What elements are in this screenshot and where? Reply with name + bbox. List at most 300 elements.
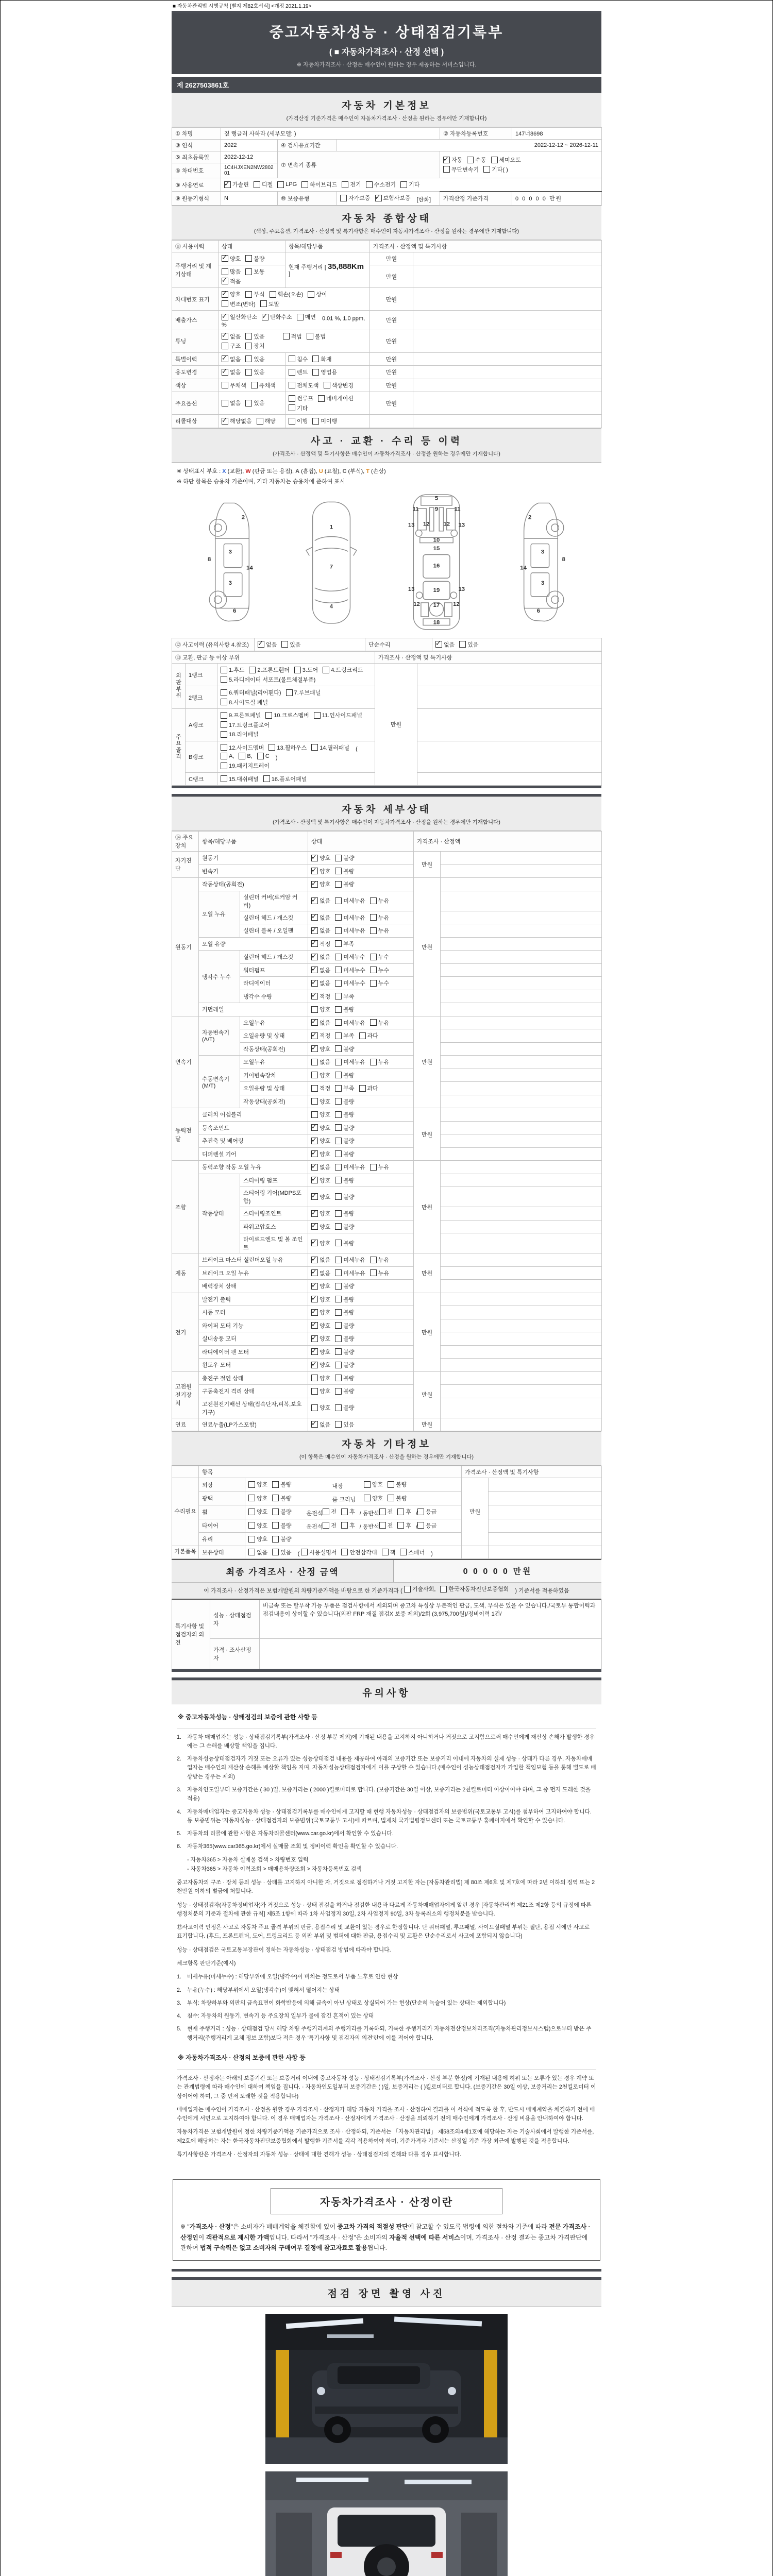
checkbox-적정[interactable]: [311, 992, 330, 1001]
checkbox-label: 적법: [291, 333, 302, 340]
checkbox-이행[interactable]: [289, 417, 308, 425]
checkbox-누유[interactable]: [370, 1269, 389, 1277]
checkbox-후[interactable]: [341, 1521, 355, 1530]
checkbox-box-icon: [222, 291, 228, 298]
state-cell: [308, 951, 414, 964]
checkbox-탄화수소[interactable]: [262, 313, 292, 321]
checkbox-불량[interactable]: [335, 1176, 354, 1184]
checkbox-B,[interactable]: [239, 753, 252, 759]
checkbox-3.도어[interactable]: [294, 666, 318, 674]
checkbox-미세누유[interactable]: [335, 896, 365, 905]
checkbox-group: [311, 1195, 359, 1201]
checkbox-자동[interactable]: [443, 156, 462, 164]
checkbox-양호[interactable]: [248, 1521, 267, 1530]
checkbox-보험사보증[interactable]: [375, 194, 411, 202]
checkbox-LPG[interactable]: [277, 181, 297, 188]
checkbox-부족[interactable]: [335, 1084, 354, 1092]
checkbox-미세누유[interactable]: [335, 913, 365, 922]
checkbox-불량[interactable]: [272, 1521, 291, 1530]
checkbox-불량[interactable]: [335, 1223, 354, 1231]
checkbox-있음[interactable]: [281, 640, 300, 649]
checkbox-있음[interactable]: [459, 640, 478, 649]
checkbox-없음[interactable]: [311, 953, 330, 961]
checkbox-안전삼각대[interactable]: [341, 1548, 377, 1556]
checkbox-누수[interactable]: [370, 979, 389, 987]
checkbox-훼손(오손)[interactable]: [270, 290, 304, 298]
checkbox-group: [311, 1324, 359, 1330]
checkbox-불량[interactable]: [335, 1361, 354, 1369]
checkbox-미세누유[interactable]: [335, 1256, 365, 1264]
checkbox-label: 도말: [268, 301, 280, 308]
checkbox-네비게이션[interactable]: [318, 394, 354, 402]
checkbox-응급[interactable]: [417, 1521, 436, 1530]
checkbox-불량[interactable]: [335, 1071, 354, 1079]
checkbox-12.사이드멤버[interactable]: [221, 743, 264, 752]
checkbox-불량[interactable]: [335, 1295, 354, 1303]
checkbox-없음[interactable]: [435, 640, 455, 649]
checkbox-box-icon: [294, 667, 301, 673]
checkbox-group: [311, 870, 359, 876]
checkbox-미세누유[interactable]: [335, 1019, 365, 1027]
checkbox-양호[interactable]: [364, 1480, 383, 1488]
checkbox-label: 기술사회,: [412, 1586, 436, 1592]
checkbox-양호[interactable]: [364, 1494, 383, 1502]
notice-item: [177, 1808, 596, 1826]
state-cell: [308, 1385, 414, 1398]
checkbox-양호[interactable]: [311, 1239, 330, 1247]
checkbox-양호[interactable]: [248, 1494, 267, 1502]
checkbox-불량[interactable]: [335, 1348, 354, 1356]
field-label: ⑨ 원동기형식: [172, 192, 221, 206]
checkbox-group: [221, 777, 311, 784]
checkbox-4.트렁크리드[interactable]: [323, 666, 363, 674]
checkbox-구조[interactable]: [222, 342, 241, 350]
checkbox-C[interactable]: [257, 753, 270, 759]
checkbox-group: [311, 1166, 394, 1172]
checkbox-group: [311, 1074, 359, 1080]
checkbox-14.필러패널[interactable]: [311, 743, 349, 752]
checkbox-불량[interactable]: [388, 1494, 407, 1502]
comprehensive-state-table: [172, 240, 602, 428]
checkbox-label: 양호: [320, 1046, 331, 1053]
checkbox-기술사회,[interactable]: [404, 1585, 436, 1593]
item-label: 작동상태(공회전): [199, 878, 308, 891]
checkbox-미세누유[interactable]: [335, 1163, 365, 1171]
checkbox-불량[interactable]: [335, 1193, 354, 1201]
vin-value: 1C4HJXEN2NW280201: [221, 163, 278, 178]
checkbox-불량[interactable]: [335, 1110, 354, 1118]
checkbox-없음[interactable]: [258, 640, 277, 649]
checkbox-group: [222, 384, 280, 390]
checkbox-불량[interactable]: [335, 1387, 354, 1395]
checkbox-box-icon: [222, 300, 228, 307]
checkbox-일산화탄소[interactable]: [222, 313, 257, 321]
checkbox-장치[interactable]: [245, 342, 264, 350]
checkbox-수동[interactable]: [467, 156, 486, 164]
checkbox-box-icon: [335, 1111, 342, 1118]
fuel-type-cell: [221, 178, 602, 192]
checkbox-없음[interactable]: [311, 1058, 330, 1066]
checkbox-불량[interactable]: [335, 854, 354, 862]
checkbox-불량[interactable]: [335, 1124, 354, 1132]
checkbox-19.패키지트레이[interactable]: [221, 761, 270, 770]
checkbox-누유[interactable]: [370, 1256, 389, 1264]
checkbox-label: 9.프론트패널: [229, 713, 261, 719]
checkbox-label: 14.필러패널: [320, 744, 350, 751]
checkbox-누수[interactable]: [370, 966, 389, 974]
checkbox-17.트렁크플로어[interactable]: [221, 721, 270, 729]
checkbox-적정[interactable]: [311, 940, 330, 948]
checkbox-많음[interactable]: [222, 267, 241, 276]
checkbox-양호[interactable]: [248, 1507, 267, 1516]
checkbox-없음[interactable]: [222, 332, 241, 341]
checkbox-불량[interactable]: [335, 1334, 354, 1343]
checkbox-양호[interactable]: [311, 1387, 330, 1395]
checkbox-미세누유[interactable]: [335, 926, 365, 935]
checkbox-적법[interactable]: [283, 332, 302, 341]
checkbox-양호[interactable]: [311, 1348, 330, 1356]
checkbox-없음[interactable]: [311, 913, 330, 922]
checkbox-부족[interactable]: [335, 992, 354, 1001]
checkbox-없음[interactable]: [222, 368, 241, 376]
checkbox-한국자동차진단보증협회[interactable]: [440, 1585, 509, 1593]
checkbox-침수[interactable]: [289, 355, 308, 363]
checkbox-응급[interactable]: [417, 1507, 436, 1516]
checkbox-label: 침수: [297, 356, 308, 363]
checkbox-후[interactable]: [397, 1521, 411, 1530]
checkbox-불량[interactable]: [272, 1507, 291, 1516]
checkbox-10.크로스멤버[interactable]: [265, 711, 309, 719]
field-label: ⑩ 보증유형: [278, 192, 337, 206]
checkbox-없음[interactable]: [311, 896, 330, 905]
checkbox-없음[interactable]: [311, 979, 330, 987]
checkbox-불량[interactable]: [335, 1150, 354, 1158]
checkbox-양호[interactable]: [248, 1535, 267, 1543]
about-text-part: 객관적으로 제시한 가액: [206, 2233, 270, 2241]
checkbox-불량[interactable]: [335, 1045, 354, 1053]
checkbox-불량[interactable]: [335, 1209, 354, 1217]
other-content-cell: [245, 1533, 462, 1546]
state-cell: [308, 1371, 414, 1385]
checkbox-미세누유[interactable]: [335, 1269, 365, 1277]
checkbox-화재[interactable]: [312, 355, 331, 363]
item-label: 작동상태(공회전): [240, 1042, 308, 1056]
remark-cell: [441, 1056, 602, 1069]
checkbox-전[interactable]: [323, 1507, 337, 1516]
checkbox-양호[interactable]: [311, 880, 330, 888]
checkbox-box-icon: [311, 1257, 318, 1263]
checkbox-렌트[interactable]: [289, 368, 308, 376]
checkbox-적정[interactable]: [311, 1031, 330, 1040]
checkbox-box-icon: [440, 1586, 447, 1592]
checkbox-양호[interactable]: [311, 854, 330, 862]
notice-body: [172, 1704, 601, 2172]
checkbox-적음[interactable]: [222, 277, 241, 285]
rank-item-line: [221, 730, 372, 739]
checkbox-9.프론트패널[interactable]: [221, 711, 261, 719]
checkbox-변조(변타)[interactable]: [222, 300, 256, 308]
state-cell: [308, 1029, 414, 1043]
item-label: 실내송풍 모터: [199, 1332, 308, 1346]
checkbox-box-icon: [375, 195, 382, 201]
checkbox-무단변속기[interactable]: [443, 165, 479, 174]
checkbox-box-icon: [370, 1269, 377, 1276]
car-damage-diagrams: [172, 489, 601, 638]
checkbox-가솔린[interactable]: [224, 180, 249, 189]
checkbox-양호[interactable]: [311, 1176, 330, 1184]
checkbox-양호[interactable]: [311, 1321, 330, 1330]
state-cell: [219, 379, 285, 392]
checkbox-불량[interactable]: [272, 1535, 291, 1543]
checkbox-1.후드[interactable]: [221, 666, 244, 674]
checkbox-label: 이행: [297, 418, 308, 425]
checkbox-과다[interactable]: [359, 1031, 378, 1040]
checkbox-label: 적정: [320, 1033, 331, 1039]
checkbox-양호[interactable]: [311, 1403, 330, 1412]
checkbox-box-icon: [311, 1045, 318, 1052]
checkbox-미이행[interactable]: [312, 417, 337, 425]
car-name-value: 짚 랭글러 사하라 (세부모델: ): [221, 128, 440, 140]
checkbox-label: 응급: [426, 1509, 437, 1515]
checkbox-box-icon: [443, 157, 450, 163]
checkbox-양호[interactable]: [311, 1361, 330, 1369]
diagram-part-number-14: 14: [246, 565, 253, 571]
checkbox-부족[interactable]: [335, 940, 354, 948]
checkbox-미세누유[interactable]: [335, 1058, 365, 1066]
diagram-part-number-11: 11: [454, 505, 461, 512]
engine-type-value: N: [221, 192, 278, 206]
checkbox-13.휠하우스[interactable]: [268, 743, 307, 752]
checkbox-불량[interactable]: [335, 1239, 354, 1247]
checkbox-없음[interactable]: [311, 1420, 330, 1429]
checkbox-부족[interactable]: [335, 1031, 354, 1040]
checkbox-썬루프[interactable]: [289, 394, 313, 402]
checkbox-과다[interactable]: [359, 1084, 378, 1092]
criteria-item-text: 미세누유(미세누수) : 해당부위에 오일(냉각수)이 비치는 정도로서 부품 노후로 인한 현상: [187, 1974, 398, 1980]
checkbox-기타[interactable]: [289, 404, 308, 412]
checkbox-label: 많음: [230, 269, 241, 275]
checkbox-label: 없음: [230, 333, 241, 340]
checkbox-있음[interactable]: [245, 332, 264, 341]
checkbox-label: 잭: [390, 1549, 396, 1556]
checkbox-양호[interactable]: [311, 1110, 330, 1118]
checkbox-양호[interactable]: [311, 1308, 330, 1316]
checkbox-누유[interactable]: [370, 926, 389, 935]
checkbox-미세누수[interactable]: [335, 966, 365, 974]
checkbox-적정[interactable]: [311, 1084, 330, 1092]
checkbox-불량[interactable]: [245, 255, 264, 263]
checkbox-양호[interactable]: [311, 867, 330, 875]
notice-subheading: ※ 자동차가격조사 · 산정의 보증에 관한 사항 등: [177, 2047, 596, 2070]
checkbox-없음[interactable]: [311, 1269, 330, 1277]
checkbox-양호[interactable]: [222, 255, 241, 263]
checkbox-전[interactable]: [323, 1521, 337, 1530]
item-cell: [285, 392, 370, 415]
checkbox-기타[interactable]: [400, 180, 419, 189]
checkbox-있음[interactable]: [245, 368, 264, 376]
checkbox-매연[interactable]: [297, 313, 316, 321]
checkbox-누유[interactable]: [370, 1058, 389, 1066]
checkbox-box-icon: [311, 954, 318, 960]
checkbox-양호[interactable]: [311, 1334, 330, 1343]
checkbox-없음[interactable]: [311, 966, 330, 974]
checkbox-없음[interactable]: [222, 355, 241, 363]
checkbox-양호[interactable]: [311, 1193, 330, 1201]
row-label: 리콜대상: [172, 415, 219, 428]
checkbox-7.루브패널[interactable]: [286, 688, 321, 697]
checkbox-불량[interactable]: [335, 880, 354, 888]
checkbox-불량[interactable]: [335, 1308, 354, 1316]
checkbox-양호[interactable]: [311, 1045, 330, 1053]
checkbox-양호[interactable]: [311, 1209, 330, 1217]
checkbox-양호[interactable]: [311, 1124, 330, 1132]
checkbox-양호[interactable]: [311, 1282, 330, 1290]
checkbox-8.사이드실 패널[interactable]: [221, 698, 268, 706]
checkbox-해당[interactable]: [257, 417, 276, 425]
checkbox-미세누수[interactable]: [335, 953, 365, 961]
about-text-part: 이: [198, 2233, 206, 2241]
checkbox-양호[interactable]: [311, 1374, 330, 1382]
checkbox-하이브리드[interactable]: [301, 180, 337, 189]
checkbox-A,[interactable]: [221, 753, 234, 759]
checkbox-label: 양호: [320, 1362, 331, 1368]
checkbox-box-icon: [335, 1098, 342, 1105]
checkbox-누유[interactable]: [370, 896, 389, 905]
price-cell: 만원: [414, 1418, 441, 1431]
checkbox-누유[interactable]: [370, 913, 389, 922]
checkbox-label: 없음: [320, 1421, 331, 1428]
checkbox-기타( )[interactable]: [483, 165, 508, 174]
checkbox-상이[interactable]: [308, 290, 327, 298]
checkbox-6.쿼터패널(리어휀다)[interactable]: [221, 688, 281, 697]
checkbox-15.대쉬패널[interactable]: [221, 775, 259, 783]
checkbox-box-icon: [239, 753, 245, 759]
checkbox-영업용[interactable]: [312, 368, 337, 376]
checkbox-양호[interactable]: [311, 1150, 330, 1158]
notice-item-number: 2.: [177, 1756, 182, 1762]
checkbox-16.플로어패널[interactable]: [263, 775, 307, 783]
checkbox-label: 양호: [320, 1388, 331, 1395]
checkbox-색상변경[interactable]: [324, 381, 354, 389]
checkbox-있음[interactable]: [272, 1548, 291, 1556]
checkbox-누유[interactable]: [370, 1019, 389, 1027]
checkbox-전기[interactable]: [342, 180, 361, 189]
checkbox-전체도색[interactable]: [289, 381, 319, 389]
checkbox-없음[interactable]: [311, 926, 330, 935]
checkbox-group: [222, 270, 270, 286]
checkbox-누수[interactable]: [370, 953, 389, 961]
checkbox-box-icon: [311, 744, 318, 751]
checkbox-없음[interactable]: [311, 1163, 330, 1171]
checkbox-무채색[interactable]: [222, 381, 246, 389]
legend-desc: (요철),: [323, 468, 343, 474]
checkbox-있음[interactable]: [245, 355, 264, 363]
checkbox-잭[interactable]: [382, 1548, 396, 1556]
checkbox-전[interactable]: [379, 1507, 393, 1516]
checkbox-자가보증[interactable]: [340, 194, 371, 202]
checkbox-양호[interactable]: [311, 1137, 330, 1145]
checkbox-label: 상이: [316, 292, 327, 298]
checkbox-없음[interactable]: [311, 1019, 330, 1027]
checkbox-group: [221, 691, 325, 707]
checkbox-양호[interactable]: [248, 1480, 267, 1488]
checkbox-box-icon: [311, 1296, 318, 1302]
inspection-photo-2: [265, 2471, 508, 2576]
checkbox-box-icon: [221, 667, 227, 673]
checkbox-없음[interactable]: [222, 399, 241, 407]
document-header: [172, 13, 601, 74]
checkbox-없음[interactable]: [311, 1256, 330, 1264]
checkbox-불량[interactable]: [335, 1282, 354, 1290]
checkbox-없음[interactable]: [248, 1548, 267, 1556]
checkbox-유채색[interactable]: [251, 381, 276, 389]
item-label: 오일누유: [240, 1016, 308, 1029]
checkbox-전[interactable]: [379, 1521, 393, 1530]
checkbox-불량[interactable]: [335, 1097, 354, 1106]
checkbox-5.라디에이터 서포트(볼트체결부품)[interactable]: [221, 675, 315, 684]
checkbox-도말[interactable]: [260, 300, 279, 308]
checkbox-양호[interactable]: [311, 1005, 330, 1013]
checkbox-불량[interactable]: [272, 1494, 291, 1502]
checkbox-스패너[interactable]: [400, 1548, 425, 1556]
checkbox-디젤[interactable]: [254, 180, 273, 189]
checkbox-사용설명서[interactable]: [301, 1548, 337, 1556]
checkbox-후[interactable]: [341, 1507, 355, 1516]
checkbox-양호[interactable]: [311, 1097, 330, 1106]
car-diagram-left-side: [201, 498, 263, 626]
checkbox-보통[interactable]: [245, 267, 264, 276]
checkbox-세미오토[interactable]: [491, 156, 522, 164]
checkbox-불량[interactable]: [335, 1005, 354, 1013]
checkbox-후[interactable]: [397, 1507, 411, 1516]
checkbox-불량[interactable]: [335, 867, 354, 875]
checkbox-label: 미세누유: [343, 1020, 365, 1026]
checkbox-양호[interactable]: [311, 1071, 330, 1079]
checkbox-group: [311, 916, 394, 922]
checkbox-해당없음[interactable]: [222, 417, 252, 425]
checkbox-수소전기[interactable]: [366, 180, 396, 189]
checkbox-있음[interactable]: [335, 1420, 354, 1429]
checkbox-불량[interactable]: [388, 1480, 407, 1488]
checkbox-부식[interactable]: [245, 290, 264, 298]
checkbox-불량[interactable]: [272, 1480, 291, 1488]
checkbox-group: [311, 1337, 359, 1344]
checkbox-누유[interactable]: [370, 1163, 389, 1171]
checkbox-18.리어패널[interactable]: [221, 730, 259, 738]
checkbox-box-icon: [382, 1549, 389, 1555]
checkbox-불량[interactable]: [335, 1374, 354, 1382]
notice-item: [177, 1829, 596, 1838]
checkbox-label: 불량: [343, 1336, 355, 1342]
checkbox-label: 양호: [320, 1296, 331, 1303]
checkbox-불량[interactable]: [335, 1321, 354, 1330]
checkbox-있음[interactable]: [245, 399, 264, 407]
checkbox-불법[interactable]: [307, 332, 326, 341]
spacer: [296, 1487, 332, 1488]
checkbox-양호[interactable]: [311, 1295, 330, 1303]
checkbox-box-icon: [335, 1150, 342, 1157]
checkbox-11.인사이드패널[interactable]: [314, 711, 362, 719]
checkbox-양호[interactable]: [311, 1223, 330, 1231]
checkbox-불량[interactable]: [335, 1137, 354, 1145]
checkbox-box-icon: [289, 395, 295, 402]
checkbox-box-icon: [248, 1536, 255, 1543]
checkbox-label: 불량: [343, 868, 355, 875]
checkbox-미세누수[interactable]: [335, 979, 365, 987]
checkbox-양호[interactable]: [222, 290, 241, 298]
checkbox-2.프론트휀더[interactable]: [249, 666, 289, 674]
checkbox-불량[interactable]: [335, 1403, 354, 1412]
